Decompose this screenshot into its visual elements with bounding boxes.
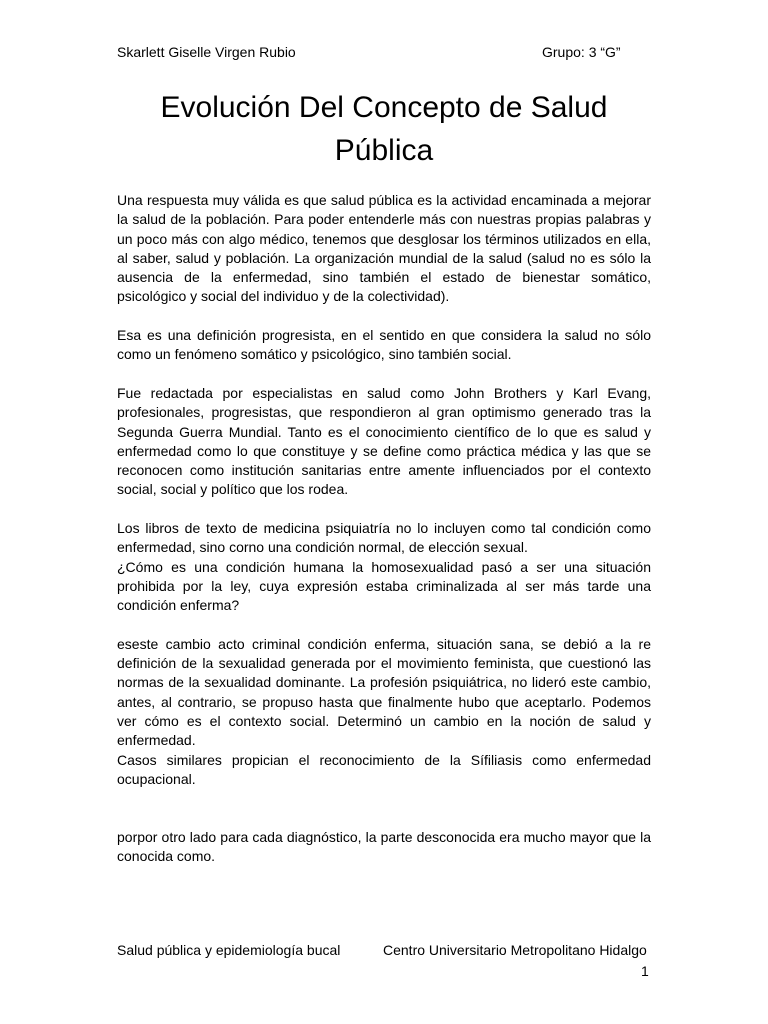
title-line-2: Pública: [334, 134, 434, 167]
paragraph-authors: Fue redactada por especialistas en salud como John Brothers y Karl Evang, profesionales, progresistas, que respondieron al gran optimismo generado tras la Segunda Guerra Mundial. Tanto es el conocimiento científico de lo que es salud y enfermedad como lo que constituye y se define como práctica médica y las que se reconocen como institución sanitarias entre amente influenciados por el contexto social, social y político que los rodea.: [117, 384, 651, 498]
document-title: [117, 86, 651, 172]
page-number: 1: [641, 963, 649, 979]
paragraph-definition: Una respuesta muy válida es que salud pública es la actividad encaminada a mejorar la salud de la población. Para poder entenderle más con nuestras propias palabras y un poco más con algo médico, tenemos que desglosar los términos utilizados en ella, al saber, salud y población. La organización mundial de la salud (salud no es sólo la ausencia de la enfermedad, sino también el estado de bienestar somático, psicológico y social del individuo y de la colectividad).: [117, 192, 651, 305]
footer-institution: Centro Universitario Metropolitano Hidalgo: [383, 942, 647, 958]
paragraph-syphilis: Casos similares propician el reconocimiento de la Sífiliasis como enfermedad ocupacional.: [117, 751, 651, 787]
paragraph-diagnosis: porpor otro lado para cada diagnóstico, la parte desconocida era mucho mayor que la conocida como.: [117, 828, 651, 865]
document-body: [117, 191, 651, 886]
footer-course: Salud pública y epidemiología bucal: [117, 942, 341, 958]
paragraph-progressive: Esa es una definición progresista, en el sentido en que considera la salud no sólo como un fenómeno somático y psicológico, sino también social.: [117, 327, 651, 363]
header-group: Grupo: 3 “G”: [542, 44, 621, 60]
title-line-1: Evolución Del Concepto de Salud: [160, 91, 608, 124]
paragraph-question: ¿Cómo es una condición humana la homosexualidad pasó a ser una situación prohibida por la ley, cuya expresión estaba criminalizada al ser más tarde una condición enferma?: [117, 558, 651, 614]
paragraph-psychiatry: Los libros de texto de medicina psiquiatría no lo incluyen como tal condición como enfermedad, sino corno una condición normal, de elección sexual.: [117, 520, 651, 556]
header-author: Skarlett Giselle Virgen Rubio: [117, 44, 296, 60]
paragraph-change: eseste cambio acto criminal condición enferma, situación sana, se debió a la re definición de la sexualidad generada por el movimiento feminista, que cuestionó las normas de la sexualidad dominante. La profesión psiquiátrica, no lideró este cambio, antes, al contrario, se propuso hasta que finalmente hubo que aceptarlo. Podemos ver cómo es el contexto social. Determinó un cambio en la noción de salud y enfermedad.: [117, 635, 651, 749]
